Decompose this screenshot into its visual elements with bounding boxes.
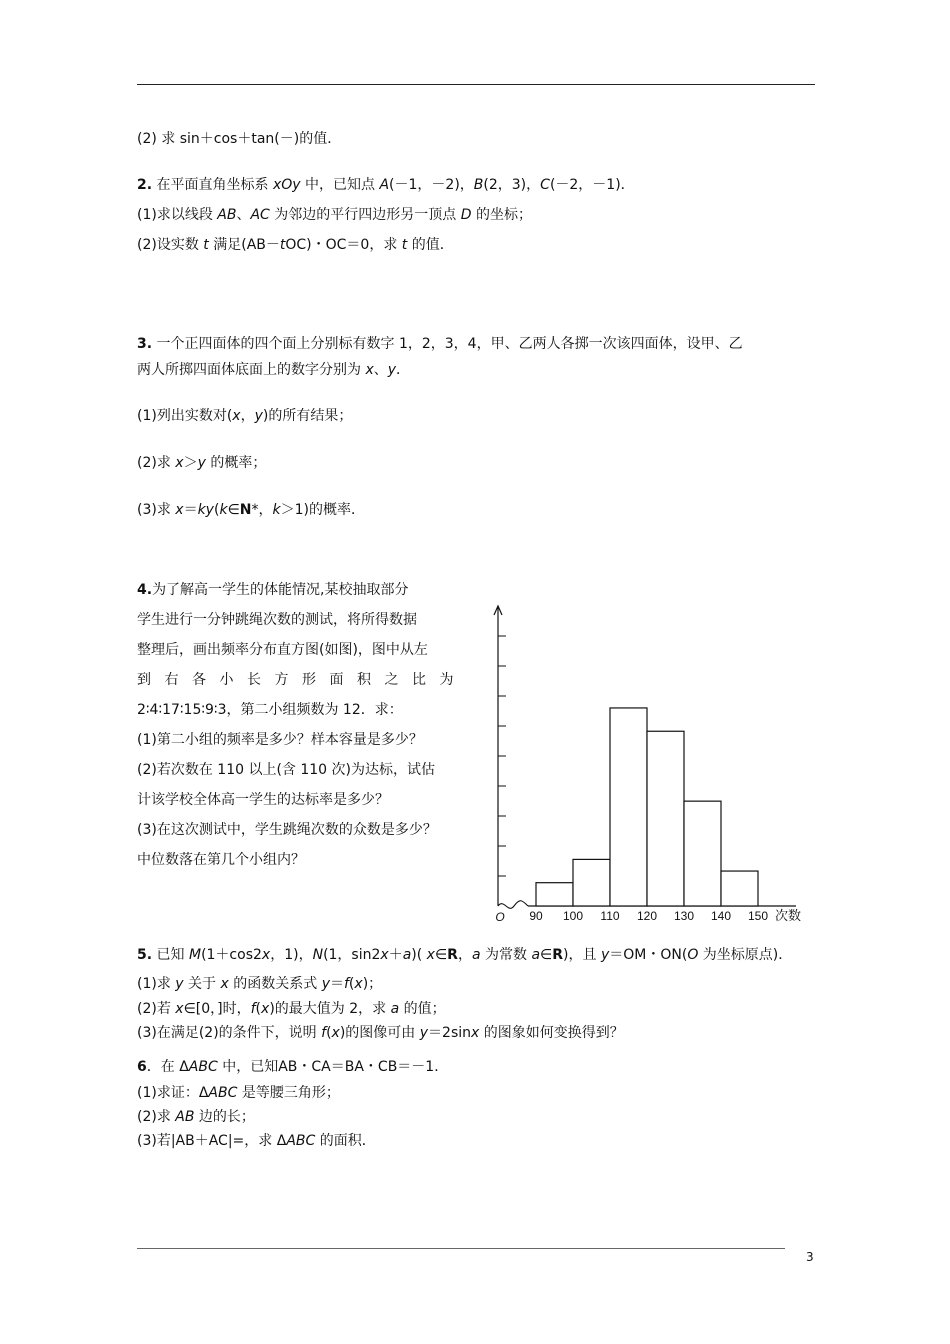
var: y [197, 455, 206, 471]
var: a [390, 1001, 400, 1017]
q4-line: 2∶4∶17∶15∶9∶3，第二小组频数为 12．求： [137, 702, 403, 718]
text: ＝ [329, 976, 344, 992]
text: (2)求 [137, 1109, 176, 1125]
q3-number: 3. [137, 336, 153, 352]
var: x [175, 455, 184, 471]
q6-part1 [137, 1082, 340, 1102]
x-tick-label: 90 [529, 909, 543, 923]
var: f [343, 976, 349, 992]
text: ＝ [183, 502, 198, 518]
x-tick-label: 110 [600, 909, 620, 923]
var: M [188, 947, 202, 963]
q4-line: 学生进行一分钟跳绳次数的测试，将所得数据 [137, 612, 417, 628]
q2-number: 2. [137, 177, 153, 193]
histogram-bar [536, 883, 573, 906]
var: t [203, 237, 209, 253]
var: x [261, 947, 271, 963]
q2-stem [137, 174, 635, 194]
var: x [365, 362, 374, 378]
q5-part3 [137, 1022, 624, 1042]
histogram-bar [684, 801, 721, 906]
q5-part1 [137, 973, 382, 993]
text: 为邻边的平行四边形另一顶点 [269, 207, 461, 223]
var: f [321, 1025, 327, 1041]
text: 的概率； [205, 455, 267, 471]
var: x [331, 1025, 340, 1041]
var: a [402, 947, 412, 963]
x-tick-label: 140 [710, 909, 732, 923]
text: 的值． [407, 237, 454, 253]
var: y [600, 947, 610, 963]
q2-point-c: C [540, 177, 550, 193]
var: a [471, 947, 481, 963]
var: ky [197, 502, 214, 518]
text: (1＋cos2 [201, 947, 262, 963]
q2-point-a: A [379, 177, 390, 193]
text: ＞ [183, 455, 198, 471]
var: R [552, 947, 564, 963]
q2-point-b: B [473, 177, 484, 193]
text: 中，已知AB・CA＝BA・CB＝－1． [217, 1059, 449, 1075]
text: ( [255, 1001, 262, 1017]
histogram-bar [610, 708, 647, 906]
text: ， [457, 947, 472, 963]
text: (1，sin2 [323, 947, 381, 963]
text: (1)求 [137, 976, 176, 992]
var: O [687, 947, 699, 963]
text: (3)在满足(2)的条件下，说明 [137, 1025, 322, 1041]
var: AB [175, 1109, 195, 1125]
q6-part3 [137, 1130, 376, 1150]
var: x [220, 976, 229, 992]
text: 关于 [183, 976, 221, 992]
text: ( [213, 502, 220, 518]
q2-coords: (－1，－2)， [389, 177, 474, 193]
q2-coords: (2，3)， [483, 177, 541, 193]
text: )( [411, 947, 427, 963]
text: 为坐标原点)． [698, 947, 793, 963]
q4-line: 到右各小长方形面积之比为 [137, 672, 467, 688]
page-number: 3 [806, 1250, 814, 1264]
text: (3)求 [137, 502, 176, 518]
text: )的图像可由 [339, 1025, 420, 1041]
var: N [239, 502, 252, 518]
text: ( [326, 1025, 332, 1041]
q4-number: 4. [137, 582, 153, 598]
q4-part2-cont: 计该学校全体高一学生的达标率是多少？ [137, 792, 389, 808]
text: 的坐标； [471, 207, 532, 223]
q5-stem [137, 944, 792, 964]
q4-line [137, 575, 487, 605]
text: ∈[0，]时， [183, 1001, 251, 1017]
text: 为了解高一学生的体能情况,某校抽取部分 [152, 582, 409, 598]
text: (2)求 [137, 455, 176, 471]
histogram-bar [573, 859, 610, 906]
text: 的函数关系式 [228, 976, 322, 992]
histogram-bar [721, 871, 758, 906]
var: x [471, 1025, 480, 1041]
text: (1)列出实数对( [137, 408, 233, 424]
text: )的所有结果； [262, 408, 353, 424]
x-tick-label: 150 [747, 909, 769, 923]
var: t [279, 237, 286, 253]
frequency-histogram [488, 598, 818, 928]
text: ∈ [227, 502, 240, 518]
x-tick-label: 130 [673, 909, 695, 923]
text: (3)若|AB＋AC|=，求 Δ [137, 1133, 287, 1149]
q2-part2 [137, 234, 454, 254]
text: 满足(AB－ [208, 237, 280, 253]
var: x [232, 408, 241, 424]
var: x [175, 502, 184, 518]
var: x [175, 1001, 184, 1017]
var: R [447, 947, 458, 963]
var: a [531, 947, 541, 963]
text: (2)设实数 [137, 237, 204, 253]
text: ，1)， [270, 947, 313, 963]
var: x [426, 947, 435, 963]
var: D [460, 207, 472, 223]
origin-label: O [495, 910, 505, 924]
text: ， [240, 408, 255, 424]
var: t [401, 237, 408, 253]
q4-line: 整理后，画出频率分布直方图(如图)，图中从左 [137, 642, 428, 658]
var: y [419, 1025, 429, 1041]
x-axis-label: 次数 [774, 908, 802, 923]
histogram-bar [647, 731, 684, 906]
q2-coords: (－2，－1)． [549, 177, 635, 193]
text: 已知 [152, 947, 189, 963]
text: )； [362, 976, 383, 992]
text: 是等腰三角形； [237, 1085, 340, 1101]
text: 的图象如何变换得到？ [479, 1025, 624, 1041]
text: 两人所掷四面体底面上的数字分别为 [137, 362, 366, 378]
text: )，且 [563, 947, 601, 963]
header-rule [137, 84, 815, 85]
text: 、 [236, 207, 251, 223]
q4-part1: (1)第二小组的频率是多少？样本容量是多少？ [137, 732, 423, 748]
var: AC [250, 207, 270, 223]
var: k [272, 502, 281, 518]
q3-stem-line1 [137, 333, 743, 353]
var: ABC [188, 1059, 218, 1075]
q6-part2 [137, 1106, 255, 1126]
text: ＝2sin [428, 1025, 472, 1041]
text: (1)求以线段 [137, 207, 218, 223]
text: OC)・OC＝0，求 [285, 237, 402, 253]
var: x [354, 976, 363, 992]
text: ．在 Δ [146, 1059, 189, 1075]
text: 的面积． [315, 1133, 376, 1149]
var: y [387, 362, 397, 378]
text: 边的长； [194, 1109, 255, 1125]
text: 一个正四面体的四个面上分别标有数字 1，2，3，4，甲、乙两人各掷一次该四面体，设甲、乙 [152, 336, 743, 352]
var: y [254, 408, 263, 424]
text: ∈ [540, 947, 553, 963]
var: x [380, 947, 389, 963]
text: 的值； [399, 1001, 446, 1017]
var: ABC [286, 1133, 316, 1149]
text: *， [251, 502, 273, 518]
q4-part2: (2)若次数在 110 以上(含 110 次)为达标，试估 [137, 762, 435, 778]
text: 、 [373, 362, 388, 378]
text: ( [348, 976, 355, 992]
var: y [321, 976, 330, 992]
q5-number: 5. [137, 947, 153, 963]
q2-var: xOy [272, 177, 301, 193]
text: ＋ [388, 947, 403, 963]
q6-stem [137, 1056, 448, 1076]
var: k [219, 502, 228, 518]
q3-part1 [137, 405, 352, 425]
q2-text: 在平面直角坐标系 [152, 177, 273, 193]
text: 为常数 [480, 947, 532, 963]
var: f [250, 1001, 256, 1017]
q4-part3: (3)在这次测试中，学生跳绳次数的众数是多少？ [137, 822, 437, 838]
var: x [261, 1001, 270, 1017]
q3-stem-line2 [137, 359, 410, 379]
q3-part3 [137, 499, 365, 519]
q2-part1 [137, 204, 532, 224]
x-tick-label: 120 [636, 909, 658, 923]
x-axis-break [498, 901, 528, 909]
var: y [175, 976, 184, 992]
footer-rule [137, 1248, 785, 1249]
q4-part3-cont: 中位数落在第几个小组内？ [137, 852, 305, 868]
text: ． [396, 362, 411, 378]
var: ABC [208, 1085, 238, 1101]
var: N [312, 947, 324, 963]
text: )的最大值为 2，求 [269, 1001, 391, 1017]
text: (2)若 [137, 1001, 176, 1017]
text: (1)求证：Δ [137, 1085, 209, 1101]
q4-text-block [137, 575, 487, 875]
q5-part2 [137, 998, 446, 1018]
text: ∈ [434, 947, 448, 963]
var: AB [217, 207, 237, 223]
x-tick-label: 100 [562, 909, 584, 923]
q3-part2 [137, 452, 266, 472]
q2-text: 中，已知点 [300, 177, 380, 193]
text: ＞1)的概率． [280, 502, 365, 518]
q6-number: 6 [137, 1059, 147, 1075]
text: ＝OM・ON( [609, 947, 688, 963]
q1-part2: (2) 求 sin＋cos＋tan(－)的值． [137, 131, 342, 147]
